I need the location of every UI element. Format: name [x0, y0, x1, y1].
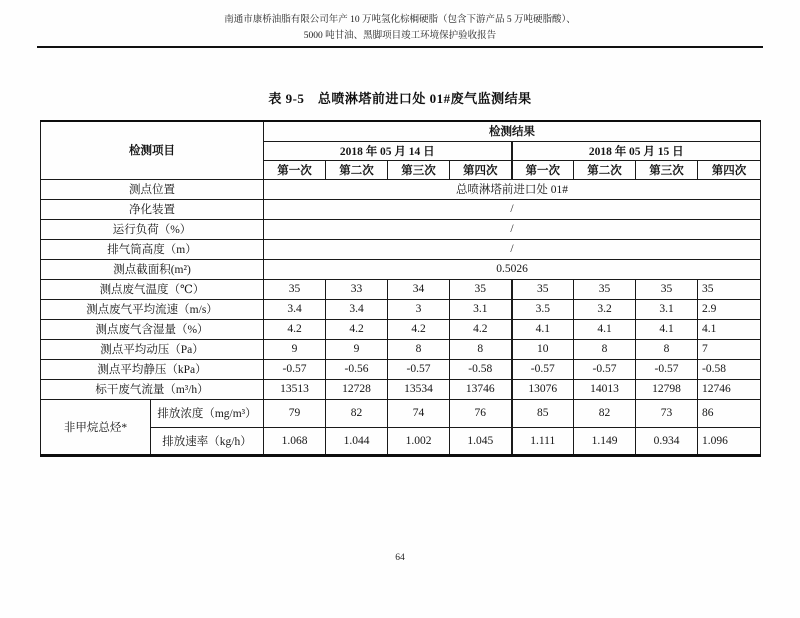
- data-cell: 1.149: [574, 427, 636, 455]
- data-cell: 12798: [636, 379, 698, 399]
- report-header-line2: 5000 吨甘油、黑脚项目竣工环境保护验收报告: [303, 31, 497, 41]
- data-cell: 8: [636, 339, 698, 359]
- sub-label-cell: 排放浓度（mg/m³）: [151, 399, 264, 427]
- data-cell: 82: [574, 399, 636, 427]
- data-cell: 2.9: [698, 299, 761, 319]
- table-row: [41, 299, 761, 319]
- data-cell: 8: [574, 339, 636, 359]
- merged-value-cell: /: [264, 199, 761, 219]
- header-result-label: 检测结果: [264, 121, 761, 141]
- row-label-cell: 标干废气流量（m³/h）: [41, 379, 264, 399]
- data-cell: 35: [698, 279, 761, 299]
- header-run: 第一次: [264, 160, 326, 179]
- table-header-row: [41, 121, 761, 141]
- data-cell: 1.068: [264, 427, 326, 455]
- data-cell: -0.57: [264, 359, 326, 379]
- data-cell: 86: [698, 399, 761, 427]
- table-row: [41, 339, 761, 359]
- header-run: 第二次: [574, 160, 636, 179]
- header-run: 第四次: [698, 160, 761, 179]
- data-cell: -0.57: [388, 359, 450, 379]
- data-cell: 7: [698, 339, 761, 359]
- data-cell: 4.2: [388, 319, 450, 339]
- data-cell: 1.002: [388, 427, 450, 455]
- data-cell: 34: [388, 279, 450, 299]
- header-run: 第三次: [388, 160, 450, 179]
- data-cell: 74: [388, 399, 450, 427]
- data-cell: 1.096: [698, 427, 761, 455]
- table-row: [41, 279, 761, 299]
- data-cell: 0.934: [636, 427, 698, 455]
- data-cell: 35: [512, 279, 574, 299]
- data-cell: 3.4: [264, 299, 326, 319]
- row-label-cell: 排气筒高度（m）: [41, 239, 264, 259]
- merged-value-cell: 0.5026: [264, 259, 761, 279]
- data-cell: 1.044: [326, 427, 388, 455]
- data-cell: 12728: [326, 379, 388, 399]
- data-cell: 79: [264, 399, 326, 427]
- header-run: 第一次: [512, 160, 574, 179]
- report-header-line1: 南通市康桥油脂有限公司年产 10 万吨氢化棕榈硬脂（包含下游产品 5 万吨硬脂酸）、: [224, 15, 576, 25]
- merged-value-cell: 总喷淋塔前进口处 01#: [264, 179, 761, 199]
- data-cell: 4.1: [636, 319, 698, 339]
- monitoring-results-table: [40, 120, 761, 457]
- data-cell: 35: [636, 279, 698, 299]
- sub-label-cell: 排放速率（kg/h）: [151, 427, 264, 455]
- data-cell: 8: [450, 339, 512, 359]
- data-cell: 14013: [574, 379, 636, 399]
- data-cell: 3.2: [574, 299, 636, 319]
- data-cell: 13076: [512, 379, 574, 399]
- data-cell: 3: [388, 299, 450, 319]
- table-header: [41, 121, 761, 179]
- merged-value-cell: /: [264, 219, 761, 239]
- data-cell: 9: [326, 339, 388, 359]
- data-cell: 4.1: [574, 319, 636, 339]
- data-cell: -0.57: [512, 359, 574, 379]
- data-cell: 10: [512, 339, 574, 359]
- data-cell: 3.1: [450, 299, 512, 319]
- data-cell: 13534: [388, 379, 450, 399]
- data-cell: 4.1: [698, 319, 761, 339]
- header-date-1: 2018 年 05 月 14 日: [264, 141, 512, 160]
- data-cell: 3.5: [512, 299, 574, 319]
- data-cell: 35: [450, 279, 512, 299]
- data-cell: 13513: [264, 379, 326, 399]
- data-cell: 3.4: [326, 299, 388, 319]
- row-label-cell: 测点废气平均流速（m/s）: [41, 299, 264, 319]
- data-cell: 12746: [698, 379, 761, 399]
- table-row: [41, 199, 761, 219]
- data-cell: 4.2: [450, 319, 512, 339]
- table-body: [41, 179, 761, 455]
- row-label-cell: 净化装置: [41, 199, 264, 219]
- page-number: 64: [395, 553, 405, 563]
- header-run: 第二次: [326, 160, 388, 179]
- data-cell: 85: [512, 399, 574, 427]
- data-cell: 33: [326, 279, 388, 299]
- data-cell: 4.2: [264, 319, 326, 339]
- header-item-label: 检测项目: [41, 121, 264, 179]
- header-run: 第三次: [636, 160, 698, 179]
- data-cell: 8: [388, 339, 450, 359]
- header-divider: [37, 46, 763, 48]
- report-header: [0, 12, 800, 44]
- data-cell: 1.045: [450, 427, 512, 455]
- row-label-cell: 测点废气温度（℃）: [41, 279, 264, 299]
- row-label-cell: 测点平均静压（kPa）: [41, 359, 264, 379]
- data-cell: 9: [264, 339, 326, 359]
- header-date-2: 2018 年 05 月 15 日: [512, 141, 761, 160]
- data-cell: -0.58: [698, 359, 761, 379]
- data-cell: -0.58: [450, 359, 512, 379]
- data-cell: 1.111: [512, 427, 574, 455]
- data-cell: 35: [574, 279, 636, 299]
- table-row: [41, 379, 761, 399]
- row-label-cell: 测点平均动压（Pa）: [41, 339, 264, 359]
- table-row: [41, 359, 761, 379]
- data-cell: 4.1: [512, 319, 574, 339]
- header-run: 第四次: [450, 160, 512, 179]
- table-title: 表 9-5 总喷淋塔前进口处 01#废气监测结果: [268, 91, 532, 106]
- data-cell: -0.57: [636, 359, 698, 379]
- table-row: [41, 239, 761, 259]
- table-row: [41, 219, 761, 239]
- merged-value-cell: /: [264, 239, 761, 259]
- data-cell: 4.2: [326, 319, 388, 339]
- row-label-cell: 测点截面积(m²): [41, 259, 264, 279]
- data-cell: 76: [450, 399, 512, 427]
- table-row: [41, 319, 761, 339]
- row-label-cell: 运行负荷（%）: [41, 219, 264, 239]
- data-cell: 13746: [450, 379, 512, 399]
- table-row: [41, 259, 761, 279]
- data-cell: 73: [636, 399, 698, 427]
- data-cell: 82: [326, 399, 388, 427]
- data-cell: 35: [264, 279, 326, 299]
- row-label-cell: 测点废气含湿量（%）: [41, 319, 264, 339]
- group-label-cell: 非甲烷总烃*: [41, 399, 151, 455]
- row-label-cell: 测点位置: [41, 179, 264, 199]
- table-row: [41, 399, 761, 427]
- table-row: [41, 179, 761, 199]
- data-cell: -0.56: [326, 359, 388, 379]
- data-cell: 3.1: [636, 299, 698, 319]
- data-cell: -0.57: [574, 359, 636, 379]
